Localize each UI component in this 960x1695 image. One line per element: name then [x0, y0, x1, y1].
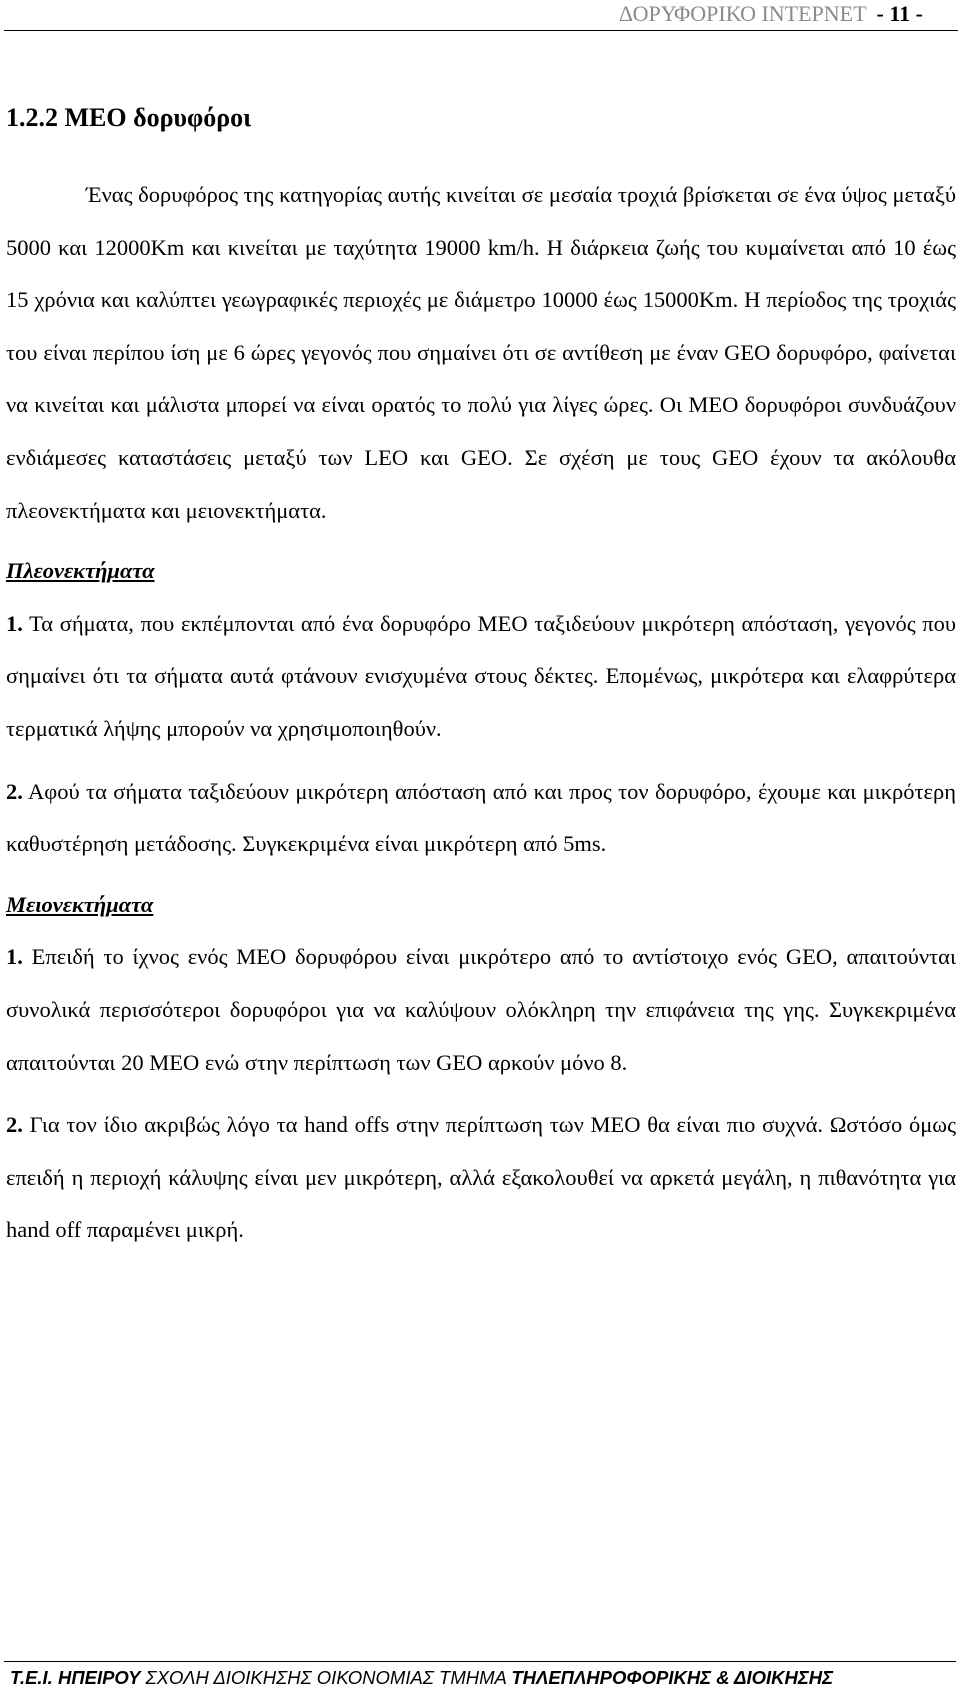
header-divider	[4, 30, 958, 31]
header-title: ΔΟΡΥΦΟΡΙΚΟ ΙΝΤΕΡΝΕΤ	[618, 1, 867, 26]
page-header	[0, 0, 960, 30]
item-text: Αφού τα σήματα ταξιδεύουν μικρότερη απόσταση από και προς τον δορυφόρο, έχουμε και μικρότερη καθυστέρηση μετάδοσης. Συγκεκριμένα είναι μικρότερη από 5ms.	[6, 778, 956, 857]
disadvantage-item-1	[6, 931, 956, 1089]
item-number: 1.	[6, 610, 23, 636]
page-footer	[0, 1661, 960, 1695]
intro-paragraph: Ένας δορυφόρος της κατηγορίας αυτής κινείται σε μεσαία τροχιά βρίσκεται σε ένα ύψος μεταξύ 5000 και 12000Km και κινείται με ταχύτητα 19000 km/h. Η διάρκεια ζωής του κυμαίνεται από 10 έως 15 χρόνια και καλύπτει γεωγραφικές περιοχές με διάμετρο 10000 έως 15000Km. Η περίοδος της τροχιάς του είναι περίπου ίση με 6 ώρες γεγονός που σημαίνει ότι σε αντίθεση με έναν GEO δορυφόρο, φαίνεται να κινείται και μάλιστα μπορεί να είναι ορατός το πολύ για λίγες ώρες. Οι MEO δορυφόροι συνδυάζουν ενδιάμεσες καταστάσεις μεταξύ των LEO και GEO. Σε σχέση με τους GEO έχουν τα ακόλουθα πλεονεκτήματα και μειονεκτήματα.	[6, 182, 956, 523]
page-number: - 11 -	[876, 1, 923, 26]
item-number: 1.	[6, 944, 23, 970]
section-title: 1.2.2 MEO δορυφόροι	[6, 103, 252, 132]
item-text: Για τον ίδιο ακριβώς λόγο τα hand offs στην περίπτωση των MEO θα είναι πιο συχνά. Ωστόσο όμως επειδή η περιοχή κάλυψης είναι μεν μικρότερη, αλλά εξακολουθεί να αρκετά μεγάλη, η πιθανότητα για hand off παραμένει μικρή.	[6, 1112, 956, 1243]
disadvantage-item-2	[6, 1099, 956, 1257]
footer-institution: T.E.I. ΗΠΕΙΡΟΥ	[10, 1667, 141, 1688]
item-text: Επειδή το ίχνος ενός MEO δορυφόρου είναι μικρότερο από το αντίστοιχο ενός GEO, απαιτούνται συνολικά περισσότεροι δορυφόροι για να καλύψουν ολόκληρη την επιφάνεια της γης. Συγκεκριμένα απαιτούνται 20 MEO ενώ στην περίπτωση των GEO αρκούν μόνο 8.	[6, 944, 956, 1075]
item-number: 2.	[6, 1112, 23, 1138]
item-number: 2.	[6, 778, 23, 804]
document-body	[6, 92, 956, 1257]
footer-department: ΤΗΛΕΠΛΗΡΟΦΟΡΙΚΗΣ & ΔΙΟΙΚΗΣΗΣ	[511, 1667, 834, 1688]
footer-divider	[4, 1661, 956, 1662]
advantage-item-2	[6, 766, 956, 871]
footer-school: ΣΧΟΛΗ ΔΙΟΙΚΗΣΗΣ ΟΙΚΟΝΟΜΙΑΣ ΤΜΗΜΑ	[140, 1667, 512, 1688]
item-text: Τα σήματα, που εκπέμπονται από ένα δορυφόρο MEO ταξιδεύουν μικρότερη απόσταση, γεγονός που σημαίνει ότι τα σήματα αυτά φτάνουν ενισχυμένα στους δέκτες. Επομένως, μικρότερα και ελαφρύτερα τερματικά λήψης μπορούν να χρησιμοποιηθούν.	[6, 610, 956, 741]
advantage-item-1	[6, 598, 956, 756]
advantages-heading: Πλεονεκτήματα	[6, 558, 155, 584]
footer-text	[10, 1667, 833, 1689]
disadvantages-heading: Μειονεκτήματα	[6, 891, 154, 917]
header-text	[619, 1, 923, 27]
